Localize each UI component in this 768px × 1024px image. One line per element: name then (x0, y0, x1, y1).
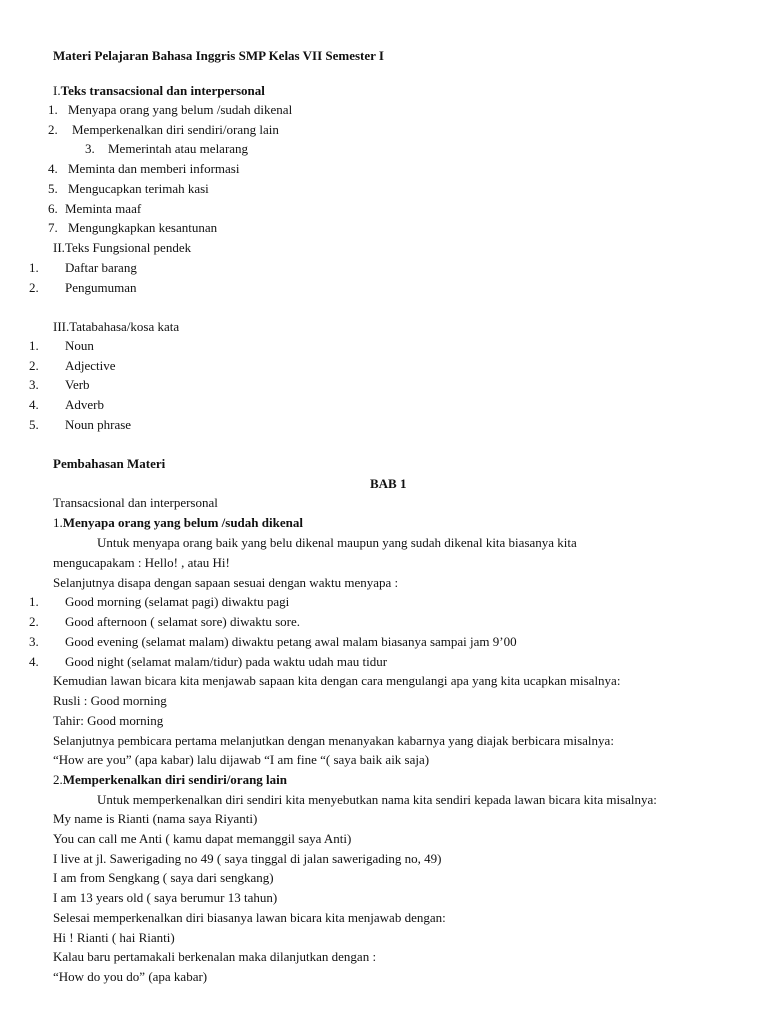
list-item: Adverb (65, 397, 104, 412)
list-item: Good night (selamat malam/tidur) pada waktu udah mau tidur (65, 654, 388, 669)
subsection-2-heading (53, 772, 287, 788)
list-item: Adjective (65, 358, 116, 373)
list-item-number: 1. (29, 260, 39, 275)
list-item-number: 1. (29, 594, 39, 609)
subsection-2-number: 2. (53, 772, 63, 787)
list-item: Memerintah atau melarang (108, 141, 249, 156)
paragraph: Untuk memperkenalkan diri sendiri kita menyebutkan nama kita sendiri kepada lawan bicara kita misalnya: (97, 792, 657, 807)
example-line: I live at jl. Sawerigading no 49 ( saya tinggal di jalan sawerigading no, 49) (53, 851, 442, 866)
pembahasan-heading: Pembahasan Materi (53, 456, 166, 471)
paragraph: mengucapakam : Hello! , atau Hi! (53, 555, 230, 570)
example-line: I am 13 years old ( saya berumur 13 tahun) (53, 890, 278, 905)
subsection-1-title: Menyapa orang yang belum /sudah dikenal (62, 515, 303, 530)
section-2-heading: II.Teks Fungsional pendek (53, 240, 192, 255)
list-item-number: 2. (48, 122, 58, 137)
section-3-heading: III.Tatabahasa/kosa kata (53, 319, 180, 334)
list-item-number: 4. (48, 161, 58, 176)
list-item: Memperkenalkan diri sendiri/orang lain (72, 122, 279, 137)
paragraph: Hi ! Rianti ( hai Rianti) (53, 930, 175, 945)
list-item-number: 2. (29, 358, 39, 373)
section-1-heading (53, 83, 265, 99)
list-item-number: 3. (29, 377, 39, 392)
list-item-number: 7. (48, 220, 58, 235)
subsection-1-heading (53, 515, 303, 531)
list-item: Mengungkapkan kesantunan (68, 220, 218, 235)
list-item: Menyapa orang yang belum /sudah dikenal (68, 102, 293, 117)
document-title: Materi Pelajaran Bahasa Inggris SMP Kelas VII Semester I (53, 48, 384, 63)
list-item-number: 3. (29, 634, 39, 649)
list-item: Verb (65, 377, 90, 392)
paragraph: Selanjutnya disapa dengan sapaan sesuai dengan waktu menyapa : (53, 575, 399, 590)
dialogue-line: Rusli : Good morning (53, 693, 167, 708)
section-1-title: Teks transacsional dan interpersonal (60, 83, 265, 98)
list-item: Noun (65, 338, 94, 353)
example-line: I am from Sengkang ( saya dari sengkang) (53, 870, 274, 885)
list-item-number: 6. (48, 201, 58, 216)
paragraph: Selanjutnya pembicara pertama melanjutkan dengan menanyakan kabarnya yang diajak berbicara misalnya: (53, 733, 614, 748)
list-item-number: 2. (29, 280, 39, 295)
list-item: Noun phrase (65, 417, 132, 432)
section-1-prefix: I. (53, 83, 61, 98)
paragraph: Kalau baru pertamakali berkenalan maka dilanjutkan dengan : (53, 949, 377, 964)
list-item: Mengucapkan terimah kasi (68, 181, 209, 196)
paragraph: Untuk menyapa orang baik yang belu dikenal maupun yang sudah dikenal kita biasanya kita (97, 535, 577, 550)
list-item: Good morning (selamat pagi) diwaktu pagi (65, 594, 290, 609)
list-item-number: 4. (29, 654, 39, 669)
paragraph: Selesai memperkenalkan diri biasanya lawan bicara kita menjawab dengan: (53, 910, 446, 925)
chapter-subtitle: Transacsional dan interpersonal (53, 495, 218, 510)
subsection-2-title: Memperkenalkan diri sendiri/orang lain (62, 772, 288, 787)
list-item-number: 5. (48, 181, 58, 196)
dialogue-line: Tahir: Good morning (53, 713, 164, 728)
paragraph: Kemudian lawan bicara kita menjawab sapaan kita dengan cara mengulangi apa yang kita ucapkan misalnya: (53, 673, 621, 688)
list-item-number: 5. (29, 417, 39, 432)
list-item-number: 1. (29, 338, 39, 353)
list-item: Good afternoon ( selamat sore) diwaktu sore. (65, 614, 301, 629)
list-item: Good evening (selamat malam) diwaktu petang awal malam biasanya sampai jam 9’00 (65, 634, 517, 649)
subsection-1-number: 1. (53, 515, 63, 530)
list-item: Meminta dan memberi informasi (68, 161, 240, 176)
list-item: Daftar barang (65, 260, 137, 275)
list-item-number: 4. (29, 397, 39, 412)
list-item-number: 1. (48, 102, 58, 117)
chapter-heading: BAB 1 (370, 476, 407, 491)
list-item-number: 2. (29, 614, 39, 629)
example-line: My name is Rianti (nama saya Riyanti) (53, 811, 258, 826)
example-line: You can call me Anti ( kamu dapat memanggil saya Anti) (53, 831, 352, 846)
paragraph: “How are you” (apa kabar) lalu dijawab “I am fine “( saya baik aik saja) (53, 752, 430, 767)
list-item: Pengumuman (65, 280, 137, 295)
list-item-number: 3. (85, 141, 95, 156)
paragraph: “How do you do” (apa kabar) (53, 969, 208, 984)
list-item: Meminta maaf (65, 201, 142, 216)
